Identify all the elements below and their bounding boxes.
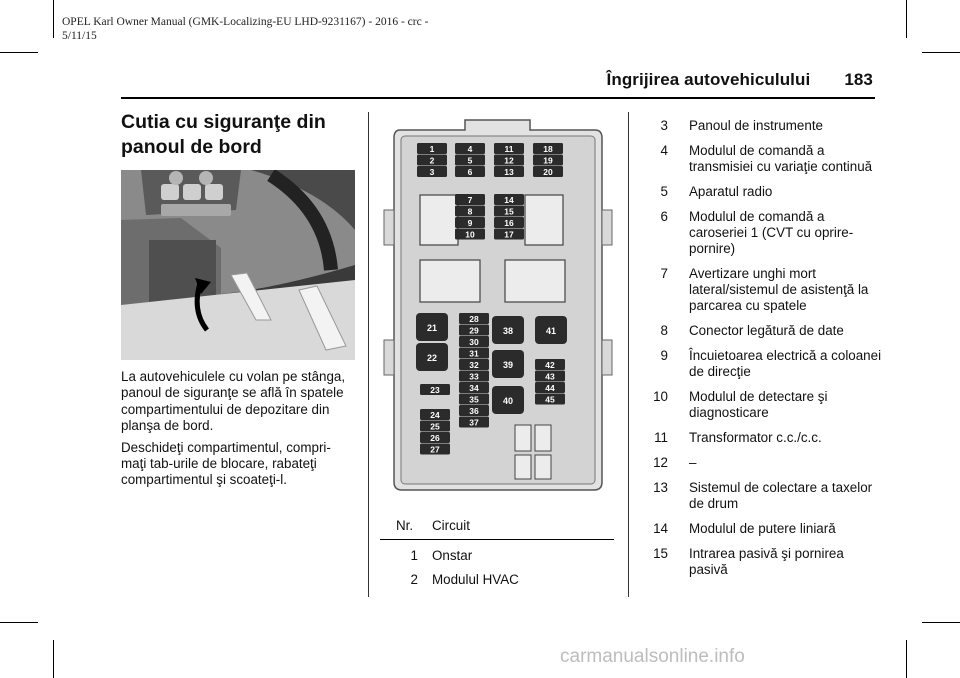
item-text: Transformator c.c./c.c. <box>689 430 822 445</box>
circuit-list <box>642 118 882 605</box>
item-text: – <box>689 455 697 470</box>
column-header-circuit: Circuit <box>432 518 470 533</box>
table-row <box>380 572 614 588</box>
fuse-label: 45 <box>545 394 555 405</box>
fuse-label: 18 <box>543 144 553 154</box>
fuse-label: 7 <box>467 195 473 205</box>
fuse-label: 4 <box>467 144 473 154</box>
left-column <box>121 110 356 494</box>
fuse-label: 33 <box>469 371 479 382</box>
meta-line: 5/11/15 <box>62 30 97 42</box>
circuit-table <box>380 518 614 588</box>
list-item <box>642 546 882 578</box>
list-item <box>642 430 882 446</box>
list-item <box>642 266 882 314</box>
fuse-label: 29 <box>469 325 479 336</box>
relay-label: 40 <box>502 396 514 406</box>
crop-mark <box>53 640 54 678</box>
fuse-box-svg <box>380 110 616 500</box>
fuse-label: 25 <box>430 421 440 432</box>
item-nr: 13 <box>653 480 668 495</box>
list-item <box>642 455 882 471</box>
fuse-label: 34 <box>469 383 479 393</box>
item-nr: 8 <box>660 323 668 338</box>
crop-mark <box>922 622 960 623</box>
item-nr: 14 <box>653 521 668 536</box>
fuse-label: 8 <box>467 206 473 217</box>
item-nr: 5 <box>660 184 668 199</box>
relay-label: 41 <box>545 326 557 336</box>
fuse-label: 23 <box>430 385 440 395</box>
item-text: Aparatul radio <box>689 184 773 199</box>
document-meta <box>62 15 428 43</box>
fuse-label: 28 <box>469 314 479 324</box>
item-text: Modulul de comandă a caroseriei 1 (CVT cu oprire-pornire) <box>689 209 854 256</box>
crop-mark <box>906 640 907 678</box>
column-divider <box>368 112 369 597</box>
relay-label: 21 <box>426 323 438 333</box>
item-text: Intrarea pasivă şi pornirea pasivă <box>689 546 844 577</box>
fuse-label: 1 <box>429 144 435 154</box>
title-line: Cutia cu siguranţe din <box>121 111 326 133</box>
item-nr: 6 <box>660 209 668 224</box>
row-nr: 1 <box>410 548 418 563</box>
fuse-label: 15 <box>504 206 514 217</box>
fuse-label: 10 <box>465 229 475 240</box>
item-text: Modulul de comandă a transmisiei cu variaţie continuă <box>689 143 873 174</box>
fuse-label: 37 <box>469 417 479 428</box>
page-title <box>121 110 356 160</box>
fuse-label: 24 <box>430 410 440 420</box>
fuse-label: 20 <box>543 167 553 177</box>
fuse-label: 5 <box>467 155 473 166</box>
dashboard-photo <box>121 170 355 360</box>
fuse-label: 42 <box>545 360 555 370</box>
crop-mark <box>53 0 54 38</box>
fuse-label: 11 <box>504 144 514 154</box>
item-nr: 9 <box>660 348 668 363</box>
fuse-label: 17 <box>504 229 514 240</box>
fuse-label: 6 <box>467 167 473 177</box>
fuse-label: 9 <box>467 218 473 228</box>
fuse-label: 43 <box>545 371 555 382</box>
item-nr: 10 <box>653 389 668 404</box>
fuse-label: 35 <box>469 394 479 405</box>
fuse-label: 3 <box>429 167 435 177</box>
page-number: 183 <box>844 70 873 89</box>
watermark: carmanualsonline.info <box>560 646 745 667</box>
item-text: Conector legătură de date <box>689 323 844 338</box>
fuse-label: 16 <box>504 218 514 228</box>
fuse-label: 19 <box>543 155 553 166</box>
column-header-nr: Nr. <box>396 518 414 533</box>
body-paragraph: Deschideţi compartimentul, compri-maţi tab-urile de blocare, rabateţi compartimentul şi scoateţi-l. <box>121 439 331 488</box>
title-line: panoul de bord <box>121 136 262 158</box>
row-nr: 2 <box>410 572 418 587</box>
table-header <box>380 518 614 540</box>
body-paragraph: La autovehiculele cu volan pe stânga, panoul de siguranţe se află în spatele compartimentului de depozitare din planşa de bord. <box>121 369 346 434</box>
crop-mark <box>922 52 960 53</box>
meta-line: OPEL Karl Owner Manual (GMK-Localizing-EU LHD-9231167) - 2016 - crc - <box>62 16 429 28</box>
running-header <box>607 70 873 90</box>
item-text: Sistemul de colectare a taxelor de drum <box>689 480 873 511</box>
fuse-label: 26 <box>430 433 440 443</box>
relay-label: 38 <box>502 326 514 336</box>
fuse-label: 2 <box>429 155 435 166</box>
fuse-label: 31 <box>469 348 479 359</box>
item-text: Panoul de instrumente <box>689 118 823 133</box>
crop-mark <box>0 52 38 53</box>
row-circuit: Modulul HVAC <box>432 572 519 587</box>
dashboard-illustration <box>121 170 355 360</box>
list-item <box>642 389 882 421</box>
item-nr: 12 <box>653 455 668 470</box>
fuse-label: 12 <box>504 155 514 166</box>
fuse-label: 13 <box>504 167 514 177</box>
relay-label: 39 <box>502 360 514 370</box>
list-item <box>642 480 882 512</box>
row-circuit: Onstar <box>432 548 473 563</box>
item-nr: 15 <box>653 546 668 561</box>
fuse-label: 27 <box>430 444 440 455</box>
list-item <box>642 323 882 339</box>
fuse-label: 14 <box>504 195 514 205</box>
list-item <box>642 118 882 134</box>
crop-mark <box>0 622 38 623</box>
item-nr: 3 <box>660 118 668 133</box>
item-nr: 11 <box>654 430 668 445</box>
relay-label: 22 <box>426 353 438 363</box>
item-text: Încuietoarea electrică a coloanei de direcţie <box>689 348 882 379</box>
fuse-box-diagram <box>380 110 616 500</box>
item-text: Avertizare unghi mort lateral/sistemul de asistenţă la parcarea cu spatele <box>689 266 869 313</box>
fuse-label: 30 <box>469 337 479 347</box>
list-item <box>642 348 882 380</box>
table-row <box>380 548 614 564</box>
section-title: Îngrijirea autovehiculului <box>606 70 811 89</box>
list-item <box>642 209 882 257</box>
header-rule <box>121 97 875 99</box>
item-nr: 4 <box>660 143 668 158</box>
column-divider <box>628 112 629 597</box>
fuse-label: 32 <box>469 360 479 370</box>
list-item <box>642 184 882 200</box>
item-text: Modulul de detectare şi diagnosticare <box>689 389 828 420</box>
fuse-label: 36 <box>469 406 479 416</box>
fuse-label: 44 <box>545 383 555 393</box>
list-item <box>642 143 882 175</box>
item-text: Modulul de putere liniară <box>689 521 836 536</box>
item-nr: 7 <box>660 266 668 281</box>
crop-mark <box>906 0 907 38</box>
list-item <box>642 521 882 537</box>
